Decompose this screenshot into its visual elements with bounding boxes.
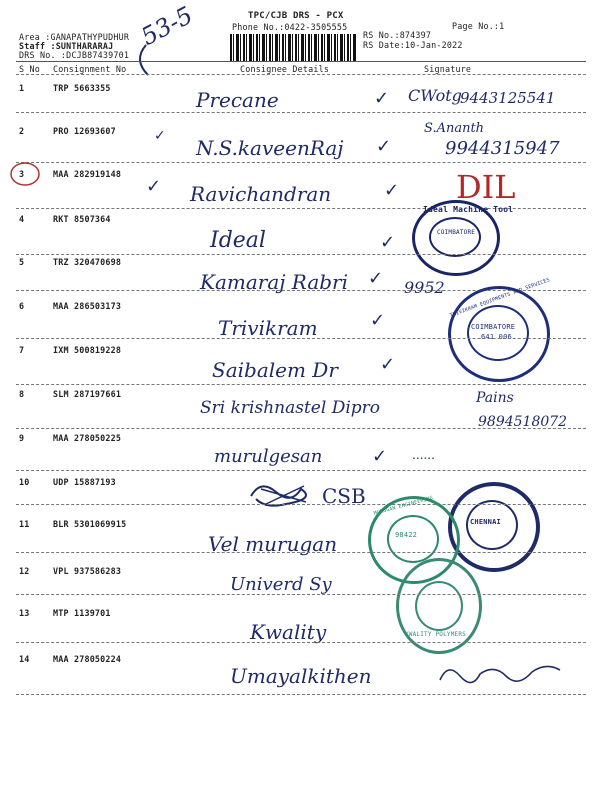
row-sno: 7 bbox=[19, 345, 25, 355]
row-sno: 4 bbox=[19, 214, 25, 224]
row-consignee: Saibalem Dr bbox=[212, 358, 338, 382]
row-divider bbox=[16, 428, 586, 429]
ideal-machine-tool-stamp bbox=[412, 200, 514, 276]
row-divider bbox=[16, 162, 586, 163]
stamp-ring-text: TRIVIKRAM EQUIPMENTS AND SERVICES bbox=[449, 277, 551, 319]
row-sno: 10 bbox=[19, 477, 30, 487]
check-icon: ✓ bbox=[372, 446, 388, 467]
row-divider bbox=[16, 694, 586, 695]
row-consignee: Sri krishnastel Dipro bbox=[200, 398, 381, 418]
row-divider bbox=[16, 254, 586, 255]
row-consignee: Trivikram bbox=[218, 316, 318, 340]
row-sno: 12 bbox=[19, 566, 30, 576]
row-divider bbox=[16, 504, 586, 505]
check-icon: ✓ bbox=[380, 232, 396, 253]
header-bottom-rule bbox=[16, 74, 586, 75]
row-divider bbox=[16, 594, 586, 595]
csb-stamp bbox=[448, 482, 540, 572]
check-icon: ✓ bbox=[380, 354, 396, 375]
row-consignee: murulgesan bbox=[214, 446, 323, 467]
rs-date: RS Date:10-Jan-2022 bbox=[363, 40, 463, 50]
row-consignment: MTP 1139701 bbox=[53, 608, 111, 618]
row-divider bbox=[16, 552, 586, 553]
row-sno: 2 bbox=[19, 126, 25, 136]
col-sno: S No bbox=[19, 64, 40, 74]
check-icon: ✓ bbox=[368, 268, 384, 289]
col-consignment: Consignment No bbox=[53, 64, 127, 74]
row-signature-phone: 9443125541 bbox=[460, 89, 556, 107]
row-consignment: TRZ 320470698 bbox=[53, 257, 122, 267]
row-divider bbox=[16, 112, 586, 113]
row-consignment: IXM 500819228 bbox=[53, 345, 122, 355]
row-sno: 9 bbox=[19, 433, 25, 443]
barcode bbox=[230, 34, 356, 61]
row-signature-phone: 9944315947 bbox=[445, 138, 560, 159]
header-top-rule bbox=[16, 61, 586, 62]
col-consignee: Consignee Details bbox=[240, 64, 330, 74]
row-consignee: Univerd Sy bbox=[230, 574, 332, 595]
row-consignment: RKT 8507364 bbox=[53, 214, 111, 224]
row-signature-name: S.Ananth bbox=[424, 121, 485, 136]
row-consignee: N.S.kaveenRaj bbox=[196, 136, 344, 160]
stamp-city: CHENNAI bbox=[470, 518, 501, 526]
row-consignment: TRP 5663355 bbox=[53, 83, 111, 93]
row-sno: 6 bbox=[19, 301, 25, 311]
row-sno: 11 bbox=[19, 519, 30, 529]
stamp-city: COIMBATORE bbox=[471, 323, 516, 331]
row-consignment: SLM 287197661 bbox=[53, 389, 122, 399]
row-consignment: MAA 278050225 bbox=[53, 433, 122, 443]
row-consignment: MAA 286503173 bbox=[53, 301, 122, 311]
drs-number: DRS No. :DCJB87439701 bbox=[19, 50, 130, 60]
row-signature-name: Pains bbox=[476, 390, 514, 406]
row-divider bbox=[16, 338, 586, 339]
row-signature-dil: DIL bbox=[456, 168, 516, 206]
scribble-bracket bbox=[128, 30, 218, 90]
row-sno: 8 bbox=[19, 389, 25, 399]
row-consignment: MAA 282919148 bbox=[53, 169, 122, 179]
trivikram-stamp bbox=[448, 277, 551, 382]
row-signature-phone: 9894518072 bbox=[478, 414, 568, 430]
row-consignee: CSB bbox=[322, 484, 366, 508]
rs-number: RS No.:874397 bbox=[363, 30, 432, 40]
row-divider bbox=[16, 384, 586, 385]
stamp-pin: 641 006 bbox=[481, 333, 512, 341]
stamp-pin: 98422 bbox=[395, 531, 418, 539]
circled-row-marker bbox=[8, 160, 42, 188]
check-icon: ✓ bbox=[154, 128, 166, 144]
page-number: Page No.:1 bbox=[452, 21, 505, 31]
stamp-ring-text: KWALITY POLYMERS bbox=[405, 631, 466, 638]
check-icon: ✓ bbox=[370, 310, 386, 331]
stamp-ring-text: MURUGAN ENGINEERING bbox=[373, 495, 434, 517]
row-consignee: Umayalkithen bbox=[230, 664, 372, 688]
stamp-ring-text: Ideal Machine Tool bbox=[423, 205, 514, 214]
row-consignee: Vel murugan bbox=[208, 532, 338, 556]
row-consignee: Ravichandran bbox=[190, 182, 332, 206]
staff-label: Staff :SUNTHARARAJ bbox=[19, 41, 114, 51]
report-title: TPC/CJB DRS - PCX bbox=[248, 11, 344, 21]
row-sno: 1 bbox=[19, 83, 25, 93]
check-icon: ✓ bbox=[374, 88, 390, 109]
row-sno: 13 bbox=[19, 608, 30, 618]
stamp-city: COIMBATORE bbox=[437, 229, 476, 236]
row-consignee: Ideal bbox=[210, 228, 266, 253]
scribble-signature bbox=[246, 474, 326, 514]
kwality-polymers-stamp bbox=[396, 558, 482, 654]
scribble-signature bbox=[436, 656, 576, 690]
row-signature-phone: 9952 bbox=[404, 278, 445, 297]
row-consignee: Kamaraj Rabri bbox=[200, 270, 348, 294]
col-signature: Signature bbox=[424, 64, 472, 74]
row-consignment: MAA 278050224 bbox=[53, 654, 122, 664]
row-consignment: UDP 15887193 bbox=[53, 477, 116, 487]
dots: ...... bbox=[412, 448, 435, 462]
check-icon: ✓ bbox=[384, 180, 400, 201]
row-divider bbox=[16, 470, 586, 471]
row-sno: 5 bbox=[19, 257, 25, 267]
row-consignee: Precane bbox=[196, 88, 279, 112]
row-signature-name: CWotg bbox=[408, 86, 462, 105]
row-consignee: Kwality bbox=[250, 620, 327, 644]
check-icon: ✓ bbox=[376, 136, 392, 157]
handwritten-page-count: 53-5 bbox=[136, 0, 198, 52]
row-consignment: PRO 12693607 bbox=[53, 126, 116, 136]
area-label: Area :GANAPATHYPUDHUR bbox=[19, 32, 130, 42]
phone-number: Phone No.:0422-3505555 bbox=[232, 22, 348, 32]
row-sno: 3 bbox=[19, 169, 25, 179]
row-consignment: VPL 937586283 bbox=[53, 566, 122, 576]
row-sno: 14 bbox=[19, 654, 30, 664]
check-icon: ✓ bbox=[146, 176, 162, 197]
row-consignment: BLR 5301069915 bbox=[53, 519, 127, 529]
row-divider bbox=[16, 642, 586, 643]
